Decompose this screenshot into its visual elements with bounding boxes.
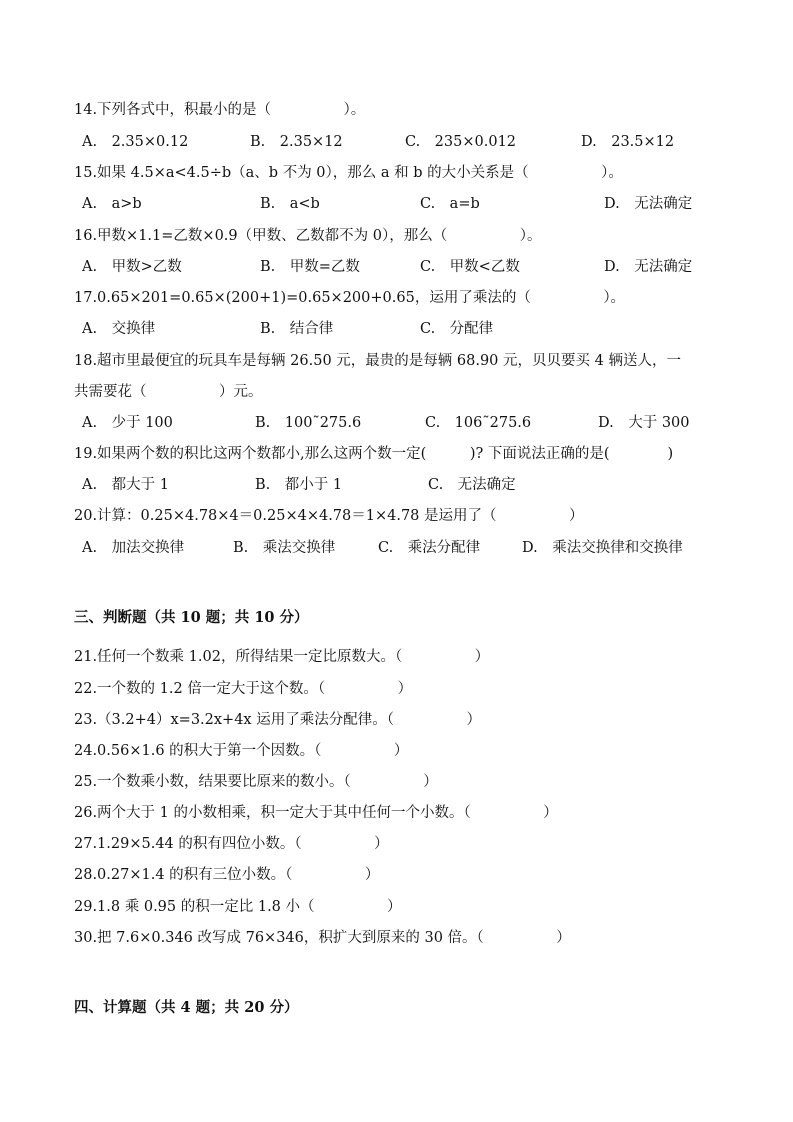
q18-option-b: B. 100˜275.6 xyxy=(255,415,362,431)
question-17-stem: 17.0.65×201=0.65×(200+1)=0.65×200+0.65，运用了乘法的（ ）。 xyxy=(74,290,626,306)
q18-option-c: C. 106˜275.6 xyxy=(425,415,532,431)
judge-item-30: 30.把 7.6×0.346 改写成 76×346，积扩大到原来的 30 倍。（ ） xyxy=(74,930,571,946)
judge-item-21: 21.任何一个数乘 1.02，所得结果一定比原数大。（ ） xyxy=(74,649,490,665)
q17-option-b: B. 结合律 xyxy=(260,321,334,337)
q20-option-c: C. 乘法分配律 xyxy=(378,540,481,556)
q15-option-c: C. a=b xyxy=(420,196,480,212)
question-18-stem-line1: 18.超市里最便宜的玩具车是每辆 26.50 元，最贵的是每辆 68.90 元，贝贝要买 4 辆送人，一 xyxy=(74,353,681,369)
q18-option-a: A. 少于 100 xyxy=(82,415,173,431)
q20-option-a: A. 加法交换律 xyxy=(82,540,185,556)
q17-option-a: A. 交换律 xyxy=(82,321,156,337)
question-20-stem: 20.计算：0.25×4.78×4＝0.25×4×4.78＝1×4.78 是运用了（ ） xyxy=(74,508,584,524)
q14-option-d: D. 23.5×12 xyxy=(581,134,675,150)
q16-option-a: A. 甲数>乙数 xyxy=(82,259,182,275)
question-16-stem: 16.甲数×1.1=乙数×0.9（甲数、乙数都不为 0），那么（ ）。 xyxy=(74,228,542,244)
judge-item-29: 29.1.8 乘 0.95 的积一定比 1.8 小（ ） xyxy=(74,899,402,915)
question-14-stem: 14.下列各式中，积最小的是（ ）。 xyxy=(74,102,366,118)
judge-item-23: 23.（3.2+4）x=3.2x+4x 运用了乘法分配律。（ ） xyxy=(74,712,481,728)
judge-item-27: 27.1.29×5.44 的积有四位小数。（ ） xyxy=(74,836,389,852)
judge-item-26: 26.两个大于 1 的小数相乘，积一定大于其中任何一个小数。（ ） xyxy=(74,805,558,821)
section-4-title: 四、计算题（共 4 题；共 20 分） xyxy=(74,999,299,1016)
q17-option-c: C. 分配律 xyxy=(420,321,494,337)
q16-option-c: C. 甲数<乙数 xyxy=(420,259,520,275)
q14-option-c: C. 235×0.012 xyxy=(405,134,517,150)
q19-option-c: C. 无法确定 xyxy=(428,477,516,493)
q15-option-b: B. a<b xyxy=(260,196,320,212)
q15-option-d: D. 无法确定 xyxy=(604,196,693,212)
question-15-stem: 15.如果 4.5×a<4.5÷b（a、b 不为 0），那么 a 和 b 的大小关系是（ ）。 xyxy=(74,165,623,181)
q16-option-d: D. 无法确定 xyxy=(604,259,693,275)
judge-item-24: 24.0.56×1.6 的积大于第一个因数。（ ） xyxy=(74,743,409,759)
question-18-stem-line2: 共需要花（ ）元。 xyxy=(74,384,263,400)
q20-option-d: D. 乘法交换律和交换律 xyxy=(522,540,683,556)
q14-option-a: A. 2.35×0.12 xyxy=(82,134,189,150)
q19-option-b: B. 都小于 1 xyxy=(255,477,343,493)
judge-item-25: 25.一个数乘小数，结果要比原来的数小。（ ） xyxy=(74,774,438,790)
question-19-stem: 19.如果两个数的积比这两个数都小,那么这两个数一定( )? 下面说法正确的是( ) xyxy=(74,446,674,462)
q14-option-b: B. 2.35×12 xyxy=(250,134,343,150)
judge-item-28: 28.0.27×1.4 的积有三位小数。（ ） xyxy=(74,867,380,883)
q16-option-b: B. 甲数=乙数 xyxy=(260,259,360,275)
judge-item-22: 22.一个数的 1.2 倍一定大于这个数。（ ） xyxy=(74,681,413,697)
section-3-title: 三、判断题（共 10 题；共 10 分） xyxy=(74,609,309,626)
q18-option-d: D. 大于 300 xyxy=(598,415,690,431)
q15-option-a: A. a>b xyxy=(82,196,142,212)
q19-option-a: A. 都大于 1 xyxy=(82,477,169,493)
q20-option-b: B. 乘法交换律 xyxy=(233,540,336,556)
